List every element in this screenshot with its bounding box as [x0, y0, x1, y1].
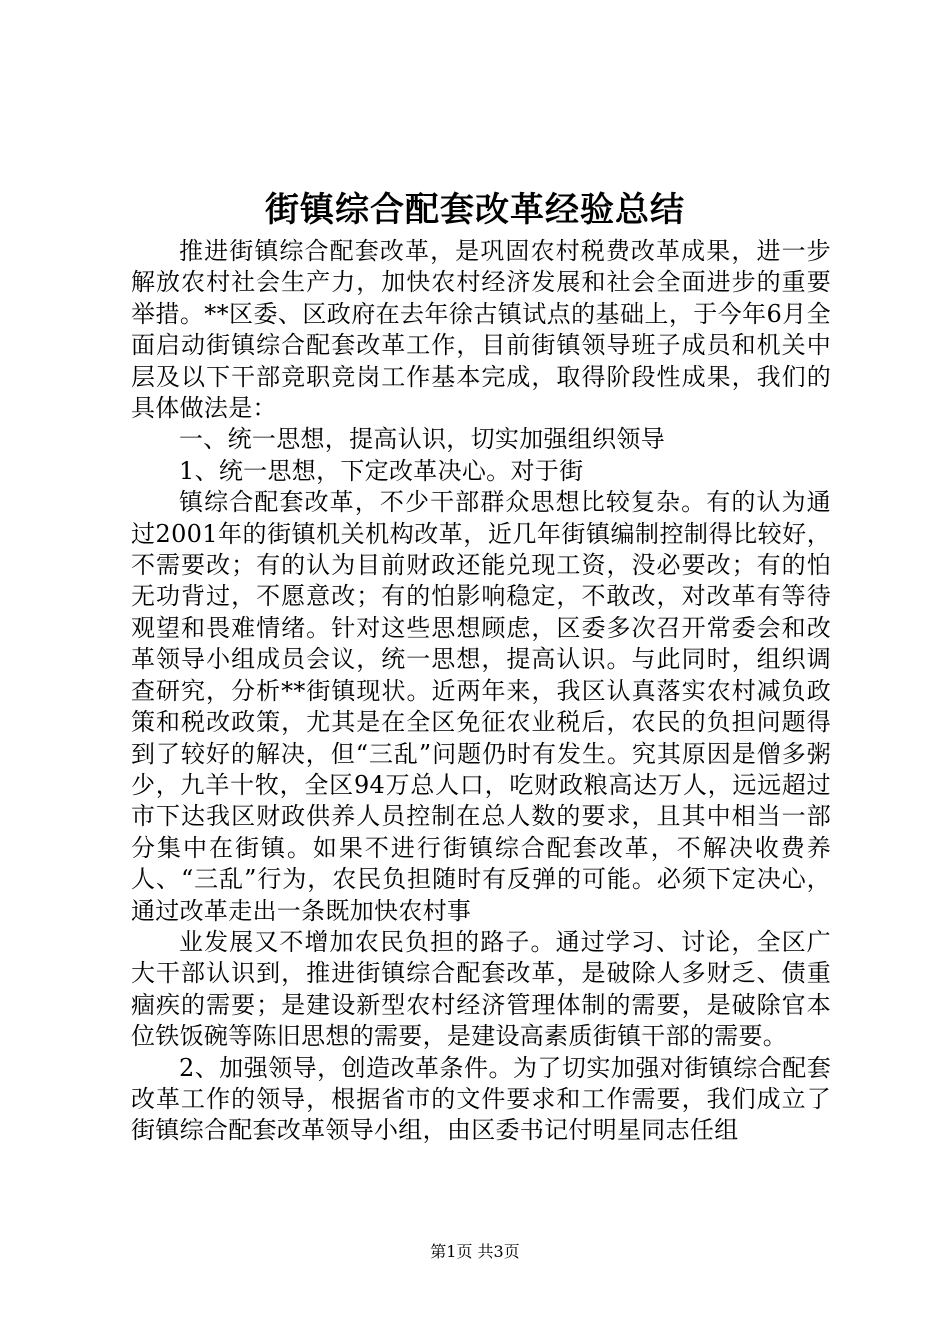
paragraph-leadership: 2、加强领导，创造改革条件。为了切实加强对街镇综合配套改革工作的领导，根据省市的文件要求和工作需要，我们成立了街镇综合配套改革领导小组，由区委书记付明星同志任组	[131, 1053, 831, 1145]
paragraph-intro: 推进街镇综合配套改革，是巩固农村税费改革成果，进一步解放农村社会生产力，加快农村经济发展和社会全面进步的重要举措。**区委、区政府在去年徐古镇试点的基础上，于今年6月全面启动街镇综合配套改革工作，目前街镇领导班子成员和机关中层及以下干部竞职竞岗工作基本完成，取得阶段性成果，我们的具体做法是：	[131, 237, 831, 423]
page-footer: 第1页 共3页	[430, 1242, 520, 1261]
document-title: 街镇综合配套改革经验总结	[265, 190, 685, 230]
document-body	[131, 236, 831, 1147]
paragraph-reform-needs: 业发展又不增加农民负担的路子。通过学习、讨论，全区广大干部认识到，推进街镇综合配套改革，是破除人多财乏、债重痼疾的需要；是建设新型农村经济管理体制的需要，是破除官本位铁饭碗等陈旧思想的需要，是建设高素质街镇干部的需要。	[131, 927, 831, 1051]
subsection-heading-1: 1、统一思想，下定改革决心。对于街	[179, 456, 584, 485]
paragraph-reform-thinking: 镇综合配套改革，不少干部群众思想比较复杂。有的认为通过2001年的街镇机关机构改革，近几年街镇编制控制得比较好，不需要改；有的认为目前财政还能兑现工资，没必要改；有的怕无功背过，不愿意改；有的怕影响稳定，不敢改，对改革有等待观望和畏难情绪。针对这些思想顾虑，区委多次召开常委会和改革领导小组成员会议，统一思想，提高认识。与此同时，组织调查研究，分析**街镇现状。近两年来，我区认真落实农村减负政策和税改政策，尤其是在全区免征农业税后，农民的负担问题得到了较好的解决，但“三乱”问题仍时有发生。究其原因是僧多粥少，九羊十牧，全区94万总人口，吃财政粮高达万人，远远超过市下达我区财政供养人员控制在总人数的要求，且其中相当一部分集中在街镇。如果不进行街镇综合配套改革，不解决收费养人、“三乱”行为，农民负担随时有反弹的可能。必须下定决心，通过改革走出一条既加快农村事	[131, 488, 831, 925]
section-heading-1: 一、统一思想，提高认识，切实加强组织领导	[179, 425, 665, 454]
